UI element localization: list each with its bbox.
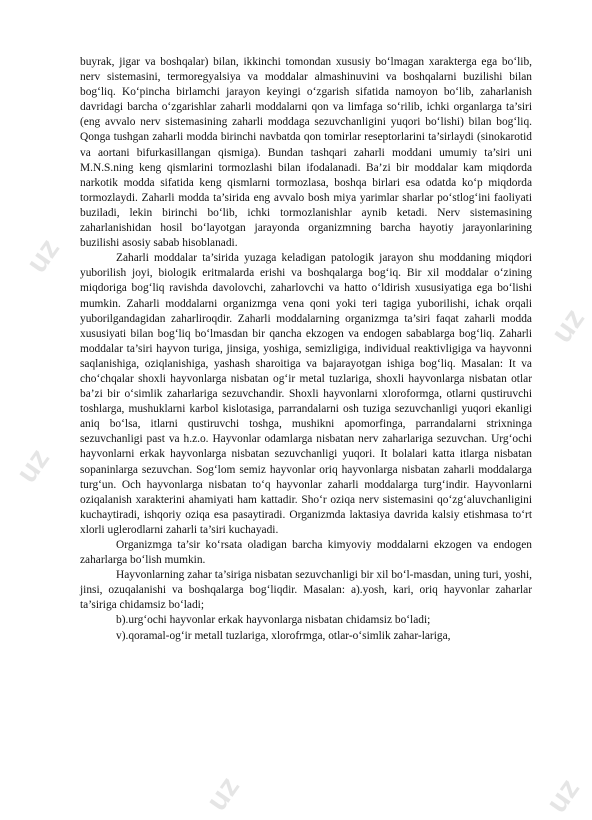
paragraph: Organizmga ta’sir ko‘rsata oladigan barcha kimyoviy moddalarni ekzogen va endogen zaharlarga bo‘lish mumkin.: [80, 539, 532, 567]
body-text: [80, 55, 532, 644]
watermark: uz: [20, 232, 67, 279]
paragraph: buyrak, jigar va boshqalar) bilan, ikkinchi tomondan xususiy bo‘lmagan xarakterga ega bo‘lib, nerv sistemasini, termoregyalsiya va moddalar almashinuvini va boshqalarni buzilishi bilan bog‘liq. Ko‘pincha birlamchi jarayon keyingi o‘zgarish sifatida namoyon bo‘lib, zaharlanish davridagi barcha o‘zgarishlar zaharli moddalarni qon va limfaga so‘rilib, ichki organlarga ta’siri (eng avvalo nerv sistemasining zaharli moddaga sezuvchanligini yuqori bo‘lishi) bilan bog‘liq. Qonga tushgan zaharli modda birinchi navbatda qon tomirlar reseptorlarini ta’sirlaydi (sinokarotid va aortani bifurkasillangan qismiga). Bundan tashqari zaharli moddani umumiy ta’siri uni M.N.S.ning keng qismlarini tormozlashi bilan ifodalanadi. Ba’zi bir moddalar kam miqdorda narkotik modda sifatida keng qismlarni tormozlasa, boshqa birlari esa odatda ko‘p miqdorda tormozlaydi. Zaharli modda ta’sirida eng avvalo bosh miya yarimlar sharlar po‘stlog‘ini faoliyati buziladi, lekin birinchi bo‘lib, ichki tormozlanishlar aynib ketadi. Nerv sistemasining zaharlanishidan hosil bo‘layotgan jarayonda organizmning barcha hayotiy jarayonlarining buzilishi asosiy sabab hisoblanadi.: [80, 56, 532, 250]
watermark: uz: [540, 772, 587, 819]
watermark: uz: [545, 302, 592, 349]
paragraph: Zaharli moddalar ta’sirida yuzaga keladigan patologik jarayon shu moddaning miqdori yuborilish joyi, biologik eritmalarda erishi va boshqalarga bog‘iq. Bir xil moddalar o‘zining miqdoriga bog‘liq ravishda davolovchi, zaharlovchi va hatto o‘ldirish xususiyatiga ega bo‘lishi mumkin. Zaharli moddalarni organizmga vena qoni yoki teri tagiga yuborilishi, ichak orqali yuborilgandagidan zaharliroqdir. Zaharli moddalarning organizmga ta’siri faqat zaharli modda xususiyati bilan bog‘liq bo‘lmasdan bir qancha ekzogen va endogen sabablarga bog‘liq. Zaharli moddalar ta’siri hayvon turiga, jinsiga, yoshiga, semizligiga, individual reaktivligiga va hayvonni saqlanishiga, oziqlanishiga, yashash sharoitiga va bajarayotgan ishiga bog‘liq. Masalan: It va cho‘chqalar shoxli hayvonlarga nisbatan og‘ir metal tuzlariga, shoxli hayvonlarga nisbatan otlar ba’zi bir o‘simlik zaharlariga sezuvchandir. Shoxli hayvonlarni xloroformga, otlarni qustiruvchi toshlarga, mushuklarni karbol kislotasiga, parrandalarni osh tuziga sezuvchanligi yuqori ekanligi aniq bo‘lsa, itlarni qustiruvchi toshga, mushikni apomorfinga, parrandalarni strixninga sezuvchanligi past va h.z.o. Hayvonlar odamlarga nisbatan nerv zaharlariga sezuvchan. Urg‘ochi hayvonlarni erkak hayvonlarga nisbatan sezuvchanligi yuqori. It bolalari katta itlarga nisbatan sopaninlarga sezuvchan. Sog‘lom semiz hayvonlar oriq hayvonlarga nisbatan zaharli moddalarga turg‘un. Och hayvonlarga nisbatan to‘q hayvonlar zaharli moddalarga turg‘indir. Hayvonlarni oziqalanish xarakterini ahamiyati ham kattadir. Sho‘r oziqa nerv sistemasini qo‘zg‘aluvchanligini kuchaytiradi, ishqoriy oziqa esa pasaytiradi. Organizmda laktasiya davrida kalsiy etishmasa to‘rt xlorli uglerodlarni zaharli ta’siri kuchayadi.: [80, 252, 532, 536]
list-item: b).urg‘ochi hayvonlar erkak hayvonlarga nisbatan chidamsiz bo‘ladi;: [116, 614, 431, 627]
list-item: v).qoramal-og‘ir metall tuzlariga, xlorofrmga, otlar-o‘simlik zahar-lariga,: [116, 629, 451, 642]
paragraph: Hayvonlarning zahar ta’siriga nisbatan sezuvchanligi bir xil bo‘l-masdan, uning turi, yoshi, jinsi, ozuqalanishi va boshqalarga bog‘liqdir. Masalan: a).yosh, kari, oriq hayvonlar zaharlar ta’siriga chidamsiz bo‘ladi;: [80, 569, 532, 612]
watermark: uz: [200, 770, 247, 817]
watermark: uz: [10, 442, 57, 489]
